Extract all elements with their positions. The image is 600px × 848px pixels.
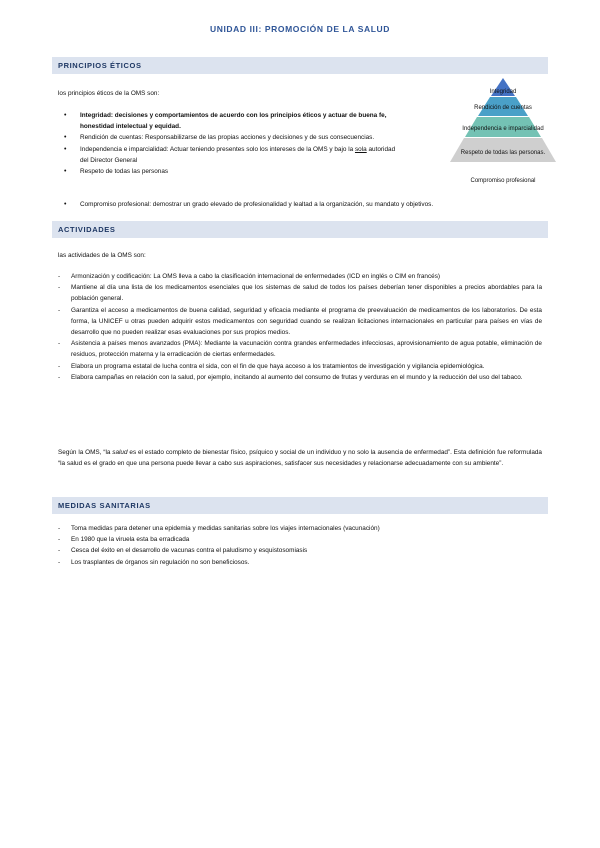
list-item: - Elabora un programa estatal de lucha contra el sida, con el fin de que haya acceso a los tratamientos de investigación y vigilancia epidemiológica.: [58, 361, 542, 372]
section-title: MEDIDAS SANITARIAS: [58, 501, 151, 510]
section-header-principios: [52, 57, 548, 74]
pyramid-base-label: Compromiso profesional: [470, 178, 536, 184]
list-item: - Cesca del éxito en el desarrollo de vacunas contra el paludismo y esquistosomiasis: [58, 545, 542, 556]
section-title: ACTIVIDADES: [58, 225, 116, 234]
list-item: - Elabora campañas en relación con la salud, por ejemplo, incitando al aumento del consumo de frutas y verduras en el mundo y la reducción del uso del tabaco.: [58, 372, 542, 383]
principios-list-last: [52, 199, 552, 210]
principios-intro: los principios éticos de la OMS son:: [58, 90, 160, 97]
section-header-medidas: [52, 497, 548, 514]
actividades-list: [58, 271, 542, 383]
section-title: PRINCIPIOS ÉTICOS: [58, 61, 142, 70]
list-item: • Integridad: decisiones y comportamientos de acuerdo con los principios éticos y actuar de buena fe, honestidad intelectual y equidad.: [52, 110, 398, 132]
section-header-actividades: [52, 221, 548, 238]
list-item: - Armonización y codificación: La OMS lleva a cabo la clasificación internacional de enfermedades (ICD en inglés o CIM en francés): [58, 271, 542, 282]
list-item: - Toma medidas para detener una epidemia y medidas sanitarias sobre los viajes internacionales (vacunación): [58, 523, 542, 534]
list-item: - En 1980 que la viruela esta ba erradicada: [58, 534, 542, 545]
page-title: UNIDAD III: PROMOCIÓN DE LA SALUD: [209, 24, 391, 34]
list-item: • Rendición de cuentas: Responsabilizarse de las propias acciones y decisiones y de sus consecuencias.: [52, 132, 398, 143]
list-item: - Asistencia a países menos avanzados (PMA): Mediante la vacunación contra grandes enfermedades infecciosas, aprovisionamiento de agua potable, eliminación de residuos, protección materna y la erradicación de ciertas enfermedades.: [58, 338, 542, 360]
principios-list: [52, 110, 398, 177]
list-item: • Compromiso profesional: demostrar un grado elevado de profesionalidad y lealtad a la organización, su mandato y objetivos.: [52, 199, 552, 210]
actividades-intro: las actividades de la OMS son:: [58, 252, 146, 259]
list-item: • Independencia e imparcialidad: Actuar teniendo presentes solo los intereses de la OMS y bajo la sola autoridad del Director General: [52, 144, 398, 166]
pyramid-label-1: Integridad: [489, 89, 517, 95]
list-item: - Mantiene al día una lista de los medicamentos esenciales que los sistemas de salud de todos los países deberían tener disponibles a precios abordables para la población general.: [58, 282, 542, 304]
salud-definition-paragraph: Según la OMS, “la salud es el estado completo de bienestar físico, psíquico y social de un individuo y no solo la ausencia de enfermedad”. Esta definición fue reformulada “la salud es el grado en que una persona puede llevar a cabo sus aspiraciones, satisfacer sus necesidades y relacionarse adecuadamente con su ambiente”.: [58, 449, 542, 468]
list-item: - Los trasplantes de órganos sin regulación no son beneficiosos.: [58, 557, 542, 568]
list-item: • Respeto de todas las personas: [52, 166, 398, 177]
pyramid-label-3: Independencia e imparcialidad: [462, 126, 544, 132]
pyramid-label-2: Rendición de cuentas: [474, 105, 532, 111]
medidas-list: [58, 523, 542, 568]
pyramid-label-4: Respeto de todas las personas.: [460, 150, 546, 156]
list-item: - Garantiza el acceso a medicamentos de buena calidad, seguridad y eficacia mediante el programa de preevaluación de medicamentos de los laboratorios. De esta forma, la UNICEF u otras pueden adquirir estos medicamentos con seguridad cuando se realizan licitaciones internacionales en particular para países en vías de desarrollo que no pueden realizar esas evaluaciones por sus propios medios.: [58, 305, 542, 339]
ethics-pyramid-diagram: [438, 76, 568, 188]
